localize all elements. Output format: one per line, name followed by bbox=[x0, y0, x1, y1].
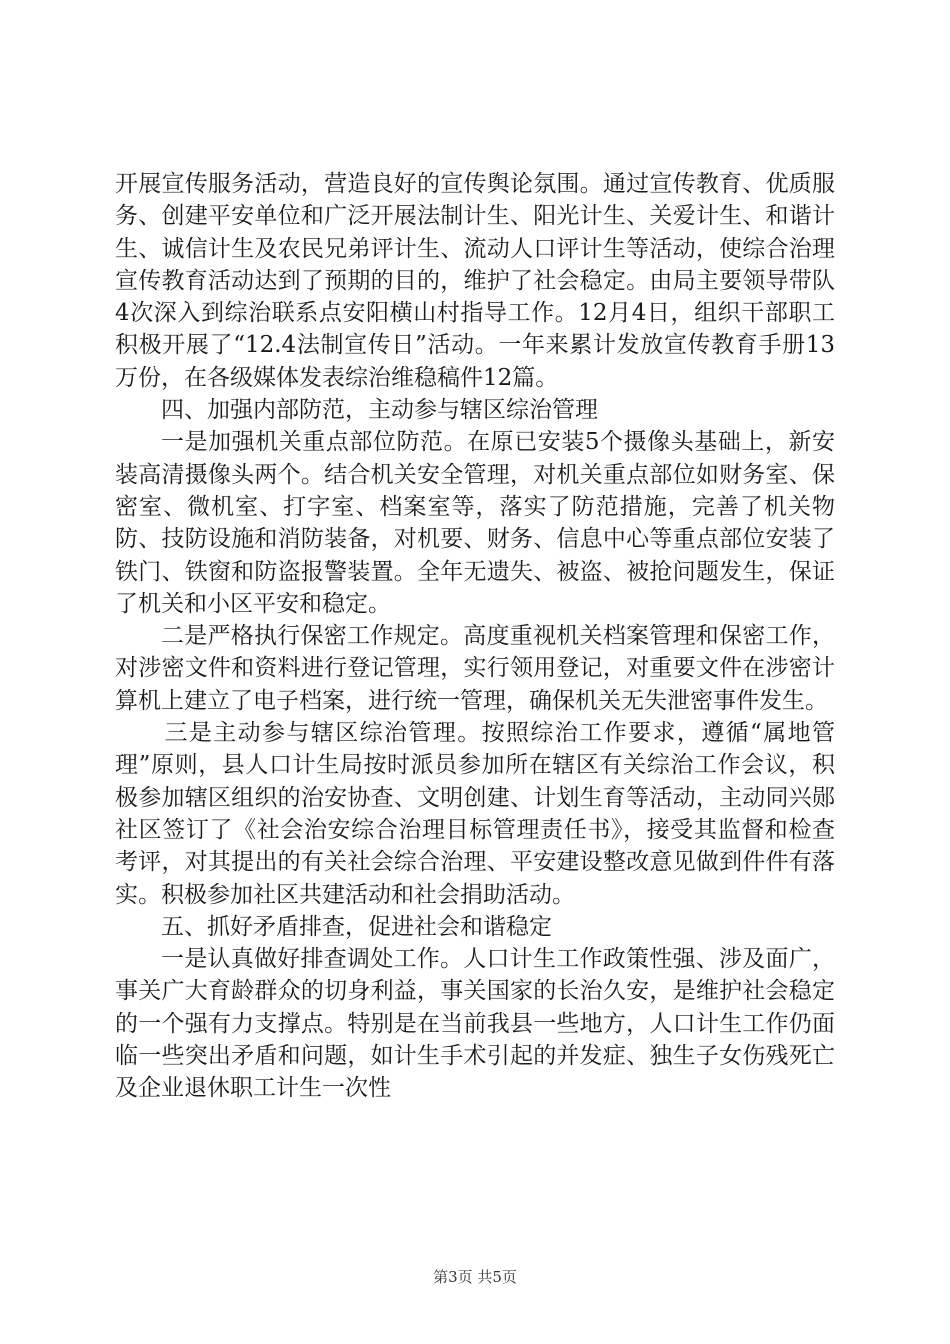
paragraph-confidentiality: 二是严格执行保密工作规定。高度重视机关档案管理和保密工作，对涉密文件和资料进行登记管理，实行领用登记，对重要文件在涉密计算机上建立了电子档案，进行统一管理，确保机关无失泄密事件发生。 bbox=[115, 623, 835, 714]
section-heading-internal-defense: 四、加强内部防范，主动参与辖区综治管理 bbox=[161, 397, 598, 424]
paragraph-screening-mediation: 一是认真做好排查调处工作。人口计生工作政策性强、涉及面广，事关广大育龄群众的切身利益，事关国家的长治久安，是维护社会稳定的一个强有力支撑点。特别是在当前我县一些地方，人口计生工作仍面临一些突出矛盾和问题，如计生手术引起的并发症、独生子女伤残死亡及企业退休职工计生一次性 bbox=[115, 946, 835, 1102]
section-heading-conflict-screening: 五、抓好矛盾排查，促进社会和谐稳定 bbox=[161, 913, 552, 940]
paragraph-district-management: 三是主动参与辖区综治管理。按照综治工作要求，遵循“属地管理”原则，县人口计生局按时派员参加所在辖区有关综治工作会议，积极参加辖区组织的治安协查、文明创建、计划生育等活动，主动同兴郧社区签订了《社会治安综合治理目标管理责任书》，接受其监督和检查考评，对其提出的有关社会综合治理、平安建设整改意见做到件件有落实。积极参加社区共建活动和社会捐助活动。 bbox=[115, 720, 835, 908]
document-body bbox=[115, 168, 835, 1105]
paragraph-publicity: 开展宣传服务活动，营造良好的宣传舆论氛围。通过宣传教育、优质服务、创建平安单位和广泛开展法制计生、阳光计生、关爱计生、和谐计生、诚信计生及农民兄弟评计生、流动人口评计生等活动，使综合治理宣传教育活动达到了预期的目的，维护了社会稳定。由局主要领导带队4次深入到综治联系点安阳横山村指导工作。12月4日，组织干部职工积极开展了“12.4法制宣传日”活动。一年来累计发放宣传教育手册13万份，在各级媒体发表综治维稳稿件12篇。 bbox=[115, 171, 835, 391]
page-number-footer: 第3页 共5页 bbox=[433, 1268, 517, 1286]
paragraph-key-area-defense: 一是加强机关重点部位防范。在原已安装5个摄像头基础上，新安装高清摄像头两个。结合机关安全管理，对机关重点部位如财务室、保密室、微机室、打字室、档案室等，落实了防范措施，完善了机关物防、技防设施和消防装备，对机要、财务、信息中心等重点部位安装了铁门、铁窗和防盗报警装置。全年无遗失、被盗、被抢问题发生，保证了机关和小区平安和稳定。 bbox=[115, 429, 835, 617]
